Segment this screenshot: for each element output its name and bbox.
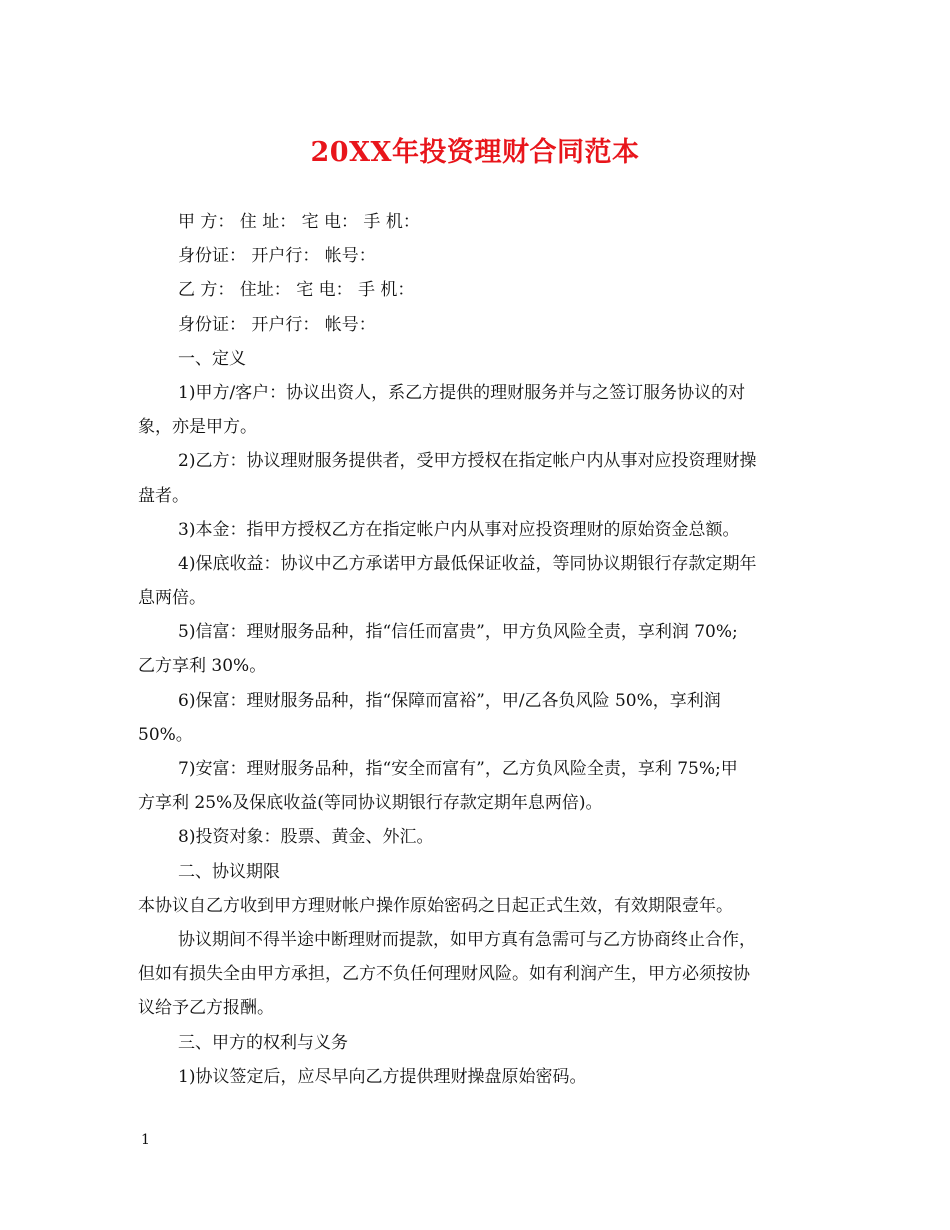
body-line-10: 3)本金：指甲方授权乙方在指定帐户内从事对应投资理财的原始资金总额。 [178,519,740,540]
body-line-16: 50%。 [138,724,193,745]
body-line-13: 5)信富：理财服务品种，指“信任而富贵”，甲方负风险全责，享利润 70%; [178,622,738,643]
body-line-15: 6)保富：理财服务品种，指“保障而富裕”，甲/乙各负风险 50%，享利润 [178,690,721,711]
body-line-6: 1)甲方/客户：协议出资人，系乙方提供的理财服务并与之签订服务协议的对 [178,382,746,403]
body-line-1: 甲 方： 住 址： 宅 电： 手 机： [178,212,420,232]
section-heading-1: 一、定义 [178,348,246,369]
body-line-4: 身份证： 开户行： 帐号： [178,314,376,335]
body-line-8: 2)乙方：协议理财服务提供者，受甲方授权在指定帐户内从事对应投资理财操 [178,451,757,472]
body-line-9: 盘者。 [138,485,189,506]
page-number: 1 [141,1132,150,1148]
body-line-26: 1)协议签定后，应尽早向乙方提供理财操盘原始密码。 [178,1066,587,1087]
body-line-17: 7)安富：理财服务品种，指“安全而富有”，乙方负风险全责，享利 75%;甲 [178,759,738,779]
section-heading-3: 三、甲方的权利与义务 [178,1032,348,1053]
body-line-14: 乙方享利 30%。 [138,656,267,677]
body-line-21: 本协议自乙方收到甲方理财帐户操作原始密码之日起正式生效，有效期限壹年。 [138,895,733,916]
body-line-12: 息两倍。 [138,588,206,609]
body-line-22: 协议期间不得半途中断理财而提款，如甲方真有急需可与乙方协商终止合作， [178,929,756,950]
body-line-7: 象，亦是甲方。 [138,417,257,438]
body-line-24: 议给予乙方报酬。 [138,998,274,1019]
section-heading-2: 二、协议期限 [178,861,280,882]
body-line-19: 8)投资对象：股票、黄金、外汇。 [178,827,434,848]
document-body [138,205,818,1094]
body-line-11: 4)保底收益：协议中乙方承诺甲方最低保证收益，等同协议期银行存款定期年 [178,553,757,574]
body-line-3: 乙 方： 住址： 宅 电： 手 机： [178,280,415,301]
body-line-23: 但如有损失全由甲方承担，乙方不负任何理财风险。如有利润产生，甲方必须按协 [138,964,750,985]
document-title: 20XX年投资理财合同范本 [310,137,640,168]
body-line-2: 身份证： 开户行： 帐号： [178,246,376,267]
body-line-18: 方享利 25%及保底收益(等同协议期银行存款定期年息两倍)。 [138,793,603,814]
